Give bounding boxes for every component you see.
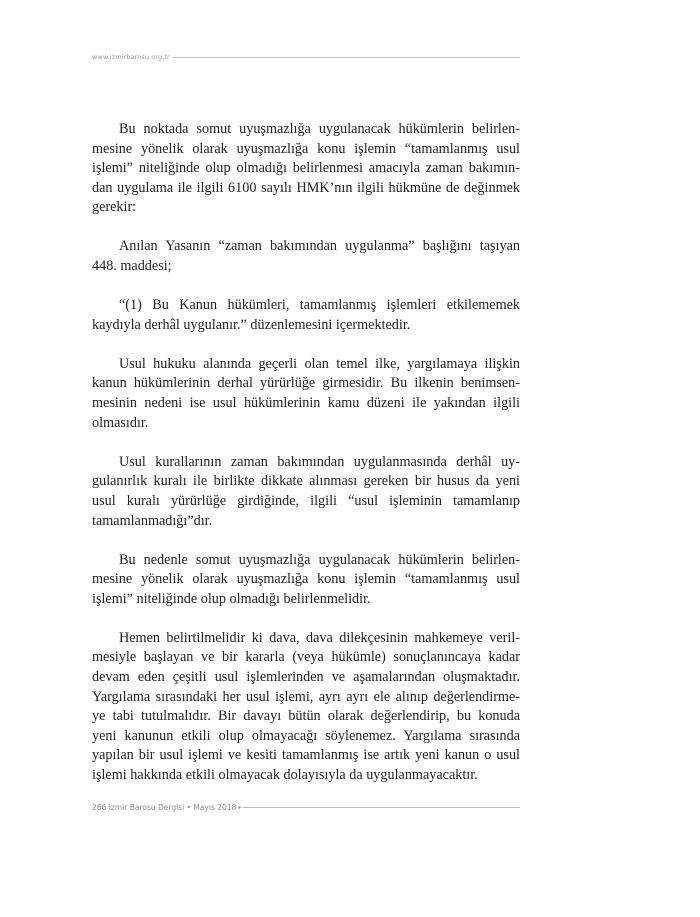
paragraph	[92, 551, 520, 610]
text-line: işlemi hakkında etkili olmayacak dolayısıyla da uygulanmayacaktır.	[92, 767, 478, 784]
text-line: yeni kanunun etkili olup olmayacağı söylenemez. Yargılama sırasında	[92, 727, 520, 744]
header-url: www.izmirbarosu.org.tr	[92, 53, 170, 61]
header-divider	[173, 57, 520, 58]
paragraph	[92, 296, 520, 335]
text-line: Anılan Yasanın “zaman bakımından uygulanma” başlığını taşıyan	[119, 238, 520, 255]
text-line: dan uygulama ile ilgili 6100 sayılı HMK’nın ilgili hükmüne de değinmek	[92, 179, 520, 196]
footer-page-info: 266 İzmir Barosu Dergisi • Mayıs 2018	[92, 803, 237, 812]
text-line: kanun hükümlerinin derhal yürürlüğe girmesidir. Bu ilkenin benimsen-	[92, 375, 520, 392]
text-line: Usul hukuku alanında geçerli olan temel ilke, yargılamaya ilişkin	[119, 355, 520, 372]
text-line: tamamlanmadığı”dır.	[92, 512, 213, 529]
text-line: Usul kurallarının zaman bakımından uygulanmasında derhâl uy-	[119, 453, 520, 470]
text-line: mesine yönelik olarak uyuşmazlığa konu işlemin “tamamlanmış usul	[92, 140, 520, 157]
text-line: mesinin nedeni ise usul hükümlerinin kamu düzeni ile yakından ilgili	[92, 395, 520, 412]
page-header	[92, 53, 520, 61]
text-line: mesine yönelik olarak uyuşmazlığa konu işlemin “tamamlanmış usul	[92, 571, 520, 588]
text-line: Bu noktada somut uyuşmazlığa uygulanacak hükümlerin belirlen-	[119, 121, 520, 137]
article-body	[92, 120, 520, 805]
paragraph	[92, 237, 520, 276]
paragraph	[92, 453, 520, 531]
footer-arrow-icon: ▸	[238, 804, 242, 811]
text-line: olmasıdır.	[92, 414, 149, 431]
page-footer	[92, 803, 520, 812]
text-line: işlemi” niteliğinde olup olmadığı belirlenmesi amacıyla zaman bakımın-	[92, 160, 520, 177]
paragraph	[92, 629, 520, 786]
text-line: ye tabi tutulmalıdır. Bir davayı bütün olarak değerlendirip, bu konuda	[92, 708, 520, 725]
text-line: mesiyle başlayan ve bir kararla (veya hükümle) sonuçlanıncaya kadar	[92, 649, 520, 666]
text-line: Hemen belirtilmelidir ki dava, dava dilekçesinin mahkemeye veril-	[119, 629, 520, 646]
text-line: kaydıyla derhâl uygulanır.” düzenlemesini içermektedir.	[92, 316, 411, 333]
text-line: işlemi” niteliğinde olup olmadığı belirlenmelidir.	[92, 590, 371, 607]
paragraph	[92, 355, 520, 433]
text-line: 448. maddesi;	[92, 258, 172, 275]
footer-divider	[243, 807, 520, 808]
text-line: yapılan bir usul işlemi ve kesiti tamamlanmış ise artık yeni kanun o usul	[92, 747, 520, 764]
text-line: Yargılama sırasındaki her usul işlemi, ayrı ayrı ele alınıp değerlendirme-	[92, 688, 520, 705]
text-line: “(1) Bu Kanun hükümleri, tamamlanmış işlemleri etkilememek	[119, 297, 520, 314]
text-line: devam eden çeşitli usul işlemlerinden ve aşamalarından oluşmaktadır.	[92, 669, 520, 686]
text-line: Bu nedenle somut uyuşmazlığa uygulanacak hükümlerin belirlen-	[119, 551, 520, 568]
text-line: usul kuralı yürürlüğe girdiğinde, ilgili “usul işleminin tamamlanıp	[92, 492, 520, 509]
text-line: gulanırlık kuralı ile birlikte dikkate alınması gereken bir husus da yeni	[92, 473, 520, 490]
paragraph	[92, 120, 520, 218]
text-line: gerekir:	[92, 199, 137, 216]
